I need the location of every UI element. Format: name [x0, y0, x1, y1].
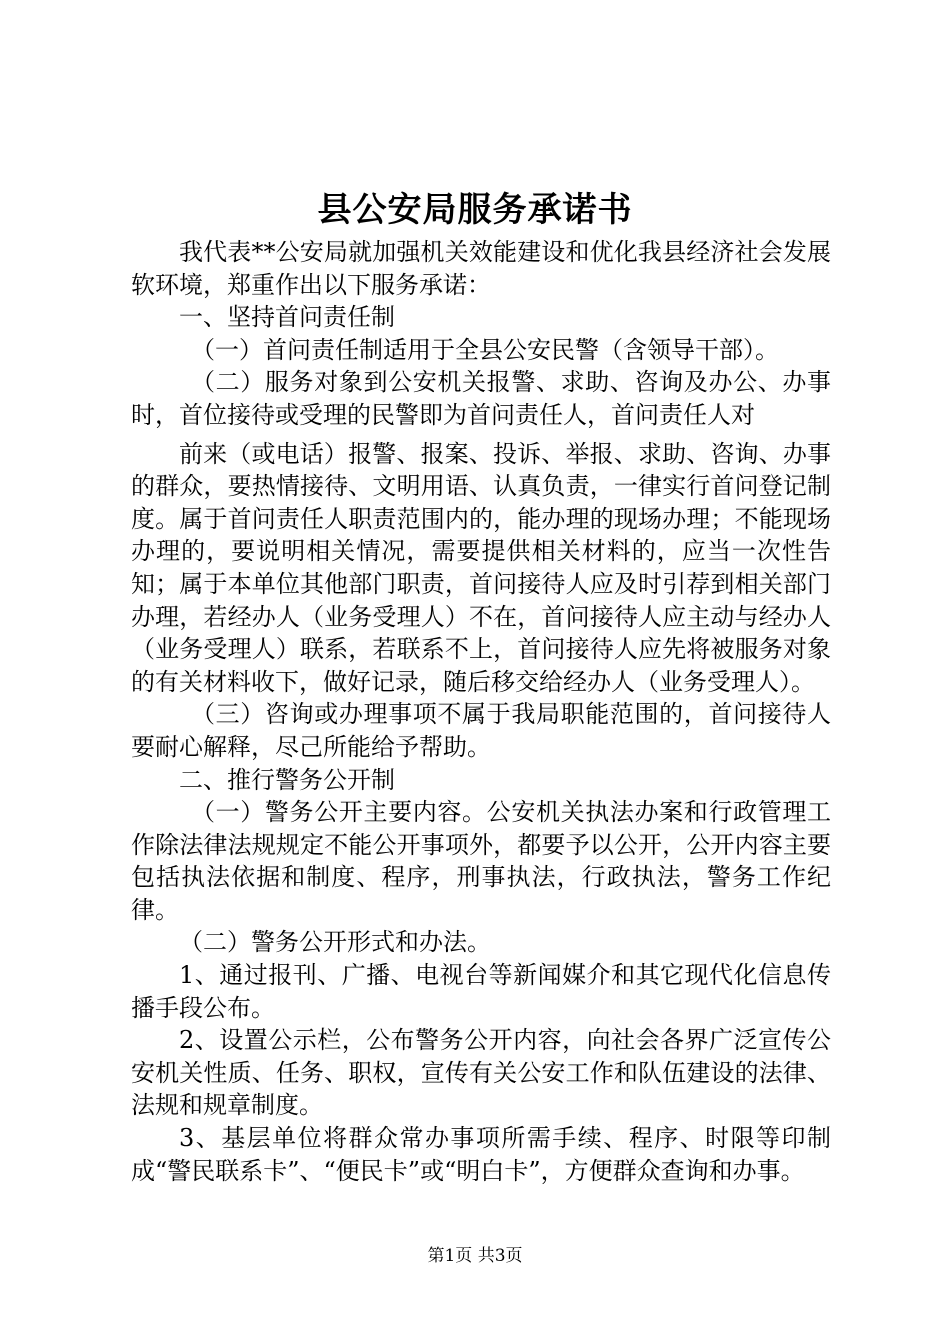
document-title: 县公安局服务承诺书 [317, 190, 633, 230]
paragraph-2-1: （一）警务公开主要内容。公安机关执法办案和行政管理工作除法律法规规定不能公开事项外，都要予以公开，公开内容主要包括执法依据和制度、程序，刑事执法，行政执法，警务工作纪律。 [131, 798, 831, 924]
list-item-2: 2、设置公示栏，公布警务公开内容，向社会各界广泛宣传公安机关性质、任务、职权，宣传有关公安工作和队伍建设的法律、法规和规章制度。 [131, 1026, 831, 1120]
page-number-footer: 第1页 共3页 [427, 1246, 523, 1266]
paragraph-1-1: （一）首问责任制适用于全县公安民警（含领导干部）。 [191, 335, 779, 364]
paragraph-1-2: （二）服务对象到公安机关报警、求助、咨询及办公、办事时，首位接待或受理的民警即为首问责任人，首问责任人对 [131, 368, 831, 429]
section-heading-1: 一、坚持首问责任制 [179, 303, 395, 332]
paragraph-1-3: （三）咨询或办理事项不属于我局职能范围的，首问接待人要耐心解释，尽己所能给予帮助。 [131, 700, 831, 761]
paragraph-1-2-cont: 前来（或电话）报警、报案、投诉、举报、求助、咨询、办事的群众，要热情接待、文明用语、认真负责，一律实行首问登记制度。属于首问责任人职责范围内的，能办理的现场办理；不能现场办理的，要说明相关情况，需要提供相关材料的，应当一次性告知；属于本单位其他部门职责，首问接待人应及时引荐到相关部门办理，若经办人（业务受理人）不在，首问接待人应主动与经办人（业务受理人）联系，若联系不上，首问接待人应先将被服务对象的有关材料收下，做好记录，随后移交给经办人（业务受理人）。 [131, 439, 831, 696]
list-item-3: 3、基层单位将群众常办事项所需手续、程序、时限等印制成“警民联系卡”、“便民卡”或“明白卡”，方便群众查询和办事。 [131, 1124, 831, 1185]
paragraph-2-2: （二）警务公开形式和办法。 [179, 928, 491, 957]
document-body [131, 236, 831, 1187]
section-heading-2: 二、推行警务公开制 [179, 765, 395, 794]
paragraph-intro: 我代表**公安局就加强机关效能建设和优化我县经济社会发展软环境，郑重作出以下服务承诺： [131, 238, 831, 299]
list-item-1: 1、通过报刊、广播、电视台等新闻媒介和其它现代化信息传播手段公布。 [131, 961, 831, 1022]
